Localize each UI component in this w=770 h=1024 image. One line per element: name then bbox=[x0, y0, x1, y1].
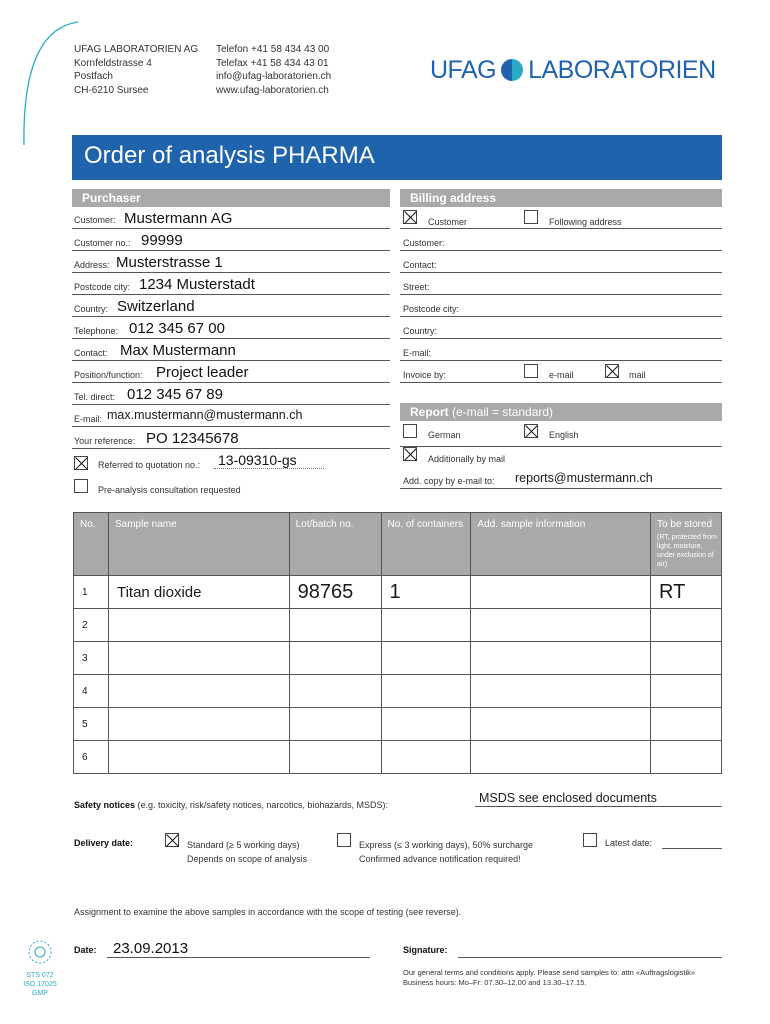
row-sample-name[interactable]: Titan dioxide bbox=[108, 576, 289, 609]
quotation-checkbox[interactable] bbox=[74, 456, 88, 470]
add-copy-line bbox=[400, 488, 722, 489]
contact-value[interactable]: Max Mustermann bbox=[120, 342, 236, 359]
row-no: 5 bbox=[74, 708, 109, 741]
company-fax: Telefax +41 58 434 43 01 bbox=[216, 57, 329, 69]
logo-text-left: UFAG bbox=[430, 55, 497, 84]
telephone-label: Telephone: bbox=[74, 326, 119, 336]
purchaser-heading: Purchaser bbox=[72, 189, 390, 207]
report-heading-title: Report bbox=[410, 405, 449, 419]
company-address bbox=[74, 43, 198, 97]
customer-value[interactable]: Mustermann AG bbox=[124, 210, 233, 227]
accreditation-gmp: GMP bbox=[32, 990, 48, 997]
accreditation-mark bbox=[22, 938, 58, 998]
delivery-express-checkbox[interactable] bbox=[337, 833, 351, 847]
row-no: 1 bbox=[74, 576, 109, 609]
logo-text-right: LABORATORIEN bbox=[528, 55, 716, 84]
safety-value[interactable]: MSDS see enclosed documents bbox=[479, 791, 657, 805]
delivery-express-line2: Confirmed advance notification required! bbox=[359, 854, 521, 864]
tel-direct-label: Tel. direct: bbox=[74, 392, 116, 402]
country-line bbox=[72, 316, 390, 317]
company-postbox: Postfach bbox=[74, 71, 113, 82]
billing-street-line[interactable] bbox=[400, 294, 722, 295]
email-value[interactable]: max.mustermann@mustermann.ch bbox=[107, 408, 303, 422]
row-sample-name[interactable] bbox=[108, 609, 289, 642]
row-lot[interactable] bbox=[289, 609, 381, 642]
table-row bbox=[74, 642, 722, 675]
preanalysis-checkbox[interactable] bbox=[74, 479, 88, 493]
report-mail-checkbox[interactable] bbox=[403, 447, 417, 461]
row-containers[interactable] bbox=[381, 675, 471, 708]
email-label: E-mail: bbox=[74, 414, 103, 424]
row-containers[interactable] bbox=[381, 741, 471, 774]
address-label: Address: bbox=[74, 260, 110, 270]
country-label: Country: bbox=[74, 304, 109, 314]
report-heading-note: (e-mail = standard) bbox=[452, 405, 554, 419]
safety-label: Safety notices bbox=[74, 800, 136, 810]
country-value[interactable]: Switzerland bbox=[117, 298, 195, 315]
row-no: 2 bbox=[74, 609, 109, 642]
billing-postcode-line[interactable] bbox=[400, 316, 722, 317]
report-language-line bbox=[400, 446, 722, 447]
row-lot[interactable]: 98765 bbox=[289, 576, 381, 609]
date-line bbox=[107, 957, 370, 958]
delivery-standard-checkbox[interactable] bbox=[165, 833, 179, 847]
row-containers[interactable]: 1 bbox=[381, 576, 471, 609]
table-row bbox=[74, 708, 722, 741]
terms-text bbox=[403, 968, 695, 988]
report-english-label: English bbox=[549, 430, 579, 440]
safety-notices bbox=[74, 800, 388, 810]
accreditation-sts: STS 072 bbox=[26, 972, 54, 979]
decorative-arc bbox=[0, 0, 80, 150]
email-line bbox=[72, 426, 390, 427]
row-lot[interactable] bbox=[289, 741, 381, 774]
quotation-line bbox=[214, 468, 324, 469]
postcode-line bbox=[72, 294, 390, 295]
company-logo bbox=[430, 56, 716, 84]
contact-label: Contact: bbox=[74, 348, 108, 358]
tel-direct-line bbox=[72, 404, 390, 405]
row-info[interactable] bbox=[471, 609, 651, 642]
row-stored[interactable] bbox=[651, 708, 722, 741]
billing-street-label: Street: bbox=[403, 282, 430, 292]
position-line bbox=[72, 382, 390, 383]
telephone-value[interactable]: 012 345 67 00 bbox=[129, 320, 225, 337]
date-value[interactable]: 23.09.2013 bbox=[113, 940, 189, 957]
company-contact bbox=[216, 43, 331, 97]
quotation-label: Referred to quotation no.: bbox=[98, 460, 201, 470]
position-value[interactable]: Project leader bbox=[156, 364, 249, 381]
row-sample-name[interactable] bbox=[108, 642, 289, 675]
invoice-email-option: e-mail bbox=[549, 370, 574, 380]
customer-no-label: Customer no.: bbox=[74, 238, 131, 248]
customer-line bbox=[72, 228, 390, 229]
row-containers[interactable] bbox=[381, 609, 471, 642]
report-german-label: German bbox=[428, 430, 461, 440]
date-label: Date: bbox=[74, 945, 97, 955]
header-no: No. bbox=[74, 513, 109, 576]
report-mail-label: Additionally by mail bbox=[428, 454, 506, 464]
row-info[interactable] bbox=[471, 675, 651, 708]
report-heading bbox=[400, 403, 722, 421]
preanalysis-label: Pre-analysis consultation requested bbox=[98, 485, 241, 495]
billing-contact-label: Contact: bbox=[403, 260, 437, 270]
row-stored[interactable] bbox=[651, 741, 722, 774]
billing-postcode-label: Postcode city: bbox=[403, 304, 460, 314]
customer-no-line bbox=[72, 250, 390, 251]
signature-line[interactable] bbox=[458, 957, 722, 958]
header-stored-note: (RT, protected from light, moisture, under exclusion of air) bbox=[657, 534, 717, 568]
header-info: Add. sample information bbox=[471, 513, 651, 576]
company-website: www.ufag-laboratorien.ch bbox=[216, 84, 329, 96]
billing-option-line bbox=[400, 228, 722, 229]
reference-line bbox=[72, 448, 390, 449]
billing-country-line[interactable] bbox=[400, 338, 722, 339]
row-stored[interactable] bbox=[651, 642, 722, 675]
row-containers[interactable] bbox=[381, 708, 471, 741]
tel-direct-value[interactable]: 012 345 67 89 bbox=[127, 386, 223, 403]
billing-email-label: E-mail: bbox=[403, 348, 432, 358]
header-sample-name: Sample name bbox=[108, 513, 289, 576]
row-stored[interactable] bbox=[651, 675, 722, 708]
invoice-mail-checkbox[interactable] bbox=[605, 364, 619, 378]
row-sample-name[interactable] bbox=[108, 741, 289, 774]
header-containers: No. of containers bbox=[381, 513, 471, 576]
row-lot[interactable] bbox=[289, 675, 381, 708]
logo-circle-icon bbox=[501, 59, 523, 81]
samples-table bbox=[73, 512, 722, 774]
table-row bbox=[74, 609, 722, 642]
row-info[interactable] bbox=[471, 576, 651, 609]
table-row bbox=[74, 675, 722, 708]
table-row bbox=[74, 741, 722, 774]
quotation-value[interactable]: 13-09310-gs bbox=[218, 452, 297, 468]
reference-value[interactable]: PO 12345678 bbox=[146, 430, 239, 447]
delivery-latest-checkbox[interactable] bbox=[583, 833, 597, 847]
header-lot: Lot/batch no. bbox=[289, 513, 381, 576]
accreditation-seal-icon bbox=[25, 938, 55, 966]
row-no: 6 bbox=[74, 741, 109, 774]
billing-email-line[interactable] bbox=[400, 360, 722, 361]
page-title: Order of analysis PHARMA bbox=[84, 142, 375, 169]
company-email: info@ufag-laboratorien.ch bbox=[216, 71, 332, 82]
address-value[interactable]: Musterstrasse 1 bbox=[116, 254, 223, 271]
row-containers[interactable] bbox=[381, 642, 471, 675]
delivery-latest-label: Latest date: bbox=[605, 838, 653, 848]
add-copy-value[interactable]: reports@mustermann.ch bbox=[515, 471, 653, 485]
invoice-line bbox=[400, 382, 722, 383]
postcode-value[interactable]: 1234 Musterstadt bbox=[139, 276, 255, 293]
invoice-mail-option: mail bbox=[629, 370, 646, 380]
customer-no-value[interactable]: 99999 bbox=[141, 232, 183, 249]
contact-line bbox=[72, 360, 390, 361]
assignment-text: Assignment to examine the above samples in accordance with the scope of testing (see reverse). bbox=[74, 907, 462, 917]
table-row bbox=[74, 576, 722, 609]
accreditation-iso: ISO 17025 bbox=[23, 981, 57, 988]
row-no: 3 bbox=[74, 642, 109, 675]
billing-contact-line[interactable] bbox=[400, 272, 722, 273]
address-line bbox=[72, 272, 390, 273]
row-stored[interactable]: RT bbox=[651, 576, 722, 609]
row-stored[interactable] bbox=[651, 609, 722, 642]
company-city: CH-6210 Sursee bbox=[74, 84, 149, 96]
company-street: Kornfeldstrasse 4 bbox=[74, 57, 152, 69]
delivery-express-line1: Express (≤ 3 working days), 50% surcharge bbox=[359, 840, 534, 850]
customer-label: Customer: bbox=[74, 215, 116, 225]
billing-following-checkbox[interactable] bbox=[524, 210, 538, 224]
report-english-checkbox[interactable] bbox=[524, 424, 538, 438]
telephone-line bbox=[72, 338, 390, 339]
row-lot[interactable] bbox=[289, 708, 381, 741]
row-no: 4 bbox=[74, 675, 109, 708]
row-info[interactable] bbox=[471, 741, 651, 774]
title-bar bbox=[72, 135, 722, 180]
billing-customer-label: Customer: bbox=[403, 238, 445, 248]
delivery-standard-line1: Standard (≥ 5 working days) bbox=[187, 840, 300, 850]
header-stored-title: To be stored bbox=[657, 519, 713, 530]
delivery-express-text bbox=[359, 838, 533, 866]
terms-line2: Business hours: Mo–Fr: 07.30–12.00 and 13.30–17.15. bbox=[403, 978, 587, 987]
invoice-label: Invoice by: bbox=[403, 370, 447, 380]
invoice-email-checkbox[interactable] bbox=[524, 364, 538, 378]
add-copy-label: Add. copy by e-mail to: bbox=[403, 476, 495, 486]
samples-header-row bbox=[74, 513, 722, 576]
billing-customer-checkbox[interactable] bbox=[403, 210, 417, 224]
billing-following-option: Following address bbox=[549, 217, 622, 227]
position-label: Position/function: bbox=[74, 370, 143, 380]
delivery-standard-text bbox=[187, 838, 307, 866]
delivery-label: Delivery date: bbox=[74, 838, 134, 848]
billing-customer-line[interactable] bbox=[400, 250, 722, 251]
row-lot[interactable] bbox=[289, 642, 381, 675]
billing-customer-option: Customer bbox=[428, 217, 468, 227]
row-sample-name[interactable] bbox=[108, 675, 289, 708]
header-stored bbox=[651, 513, 722, 576]
safety-line bbox=[475, 806, 722, 807]
terms-line1: Our general terms and conditions apply. Please send samples to: attn «Auftragslogistik» bbox=[403, 968, 696, 977]
row-info[interactable] bbox=[471, 708, 651, 741]
postcode-label: Postcode city: bbox=[74, 282, 131, 292]
company-phone: Telefon +41 58 434 43 00 bbox=[216, 44, 330, 55]
company-name: UFAG LABORATORIEN AG bbox=[74, 44, 199, 55]
safety-note: (e.g. toxicity, risk/safety notices, narcotics, biohazards, MSDS): bbox=[137, 800, 388, 810]
delivery-latest-line[interactable] bbox=[662, 848, 722, 849]
report-german-checkbox[interactable] bbox=[403, 424, 417, 438]
row-info[interactable] bbox=[471, 642, 651, 675]
billing-heading: Billing address bbox=[400, 189, 722, 207]
row-sample-name[interactable] bbox=[108, 708, 289, 741]
signature-label: Signature: bbox=[403, 945, 448, 955]
billing-country-label: Country: bbox=[403, 326, 438, 336]
delivery-standard-line2: Depends on scope of analysis bbox=[187, 854, 308, 864]
reference-label: Your reference: bbox=[74, 436, 136, 446]
